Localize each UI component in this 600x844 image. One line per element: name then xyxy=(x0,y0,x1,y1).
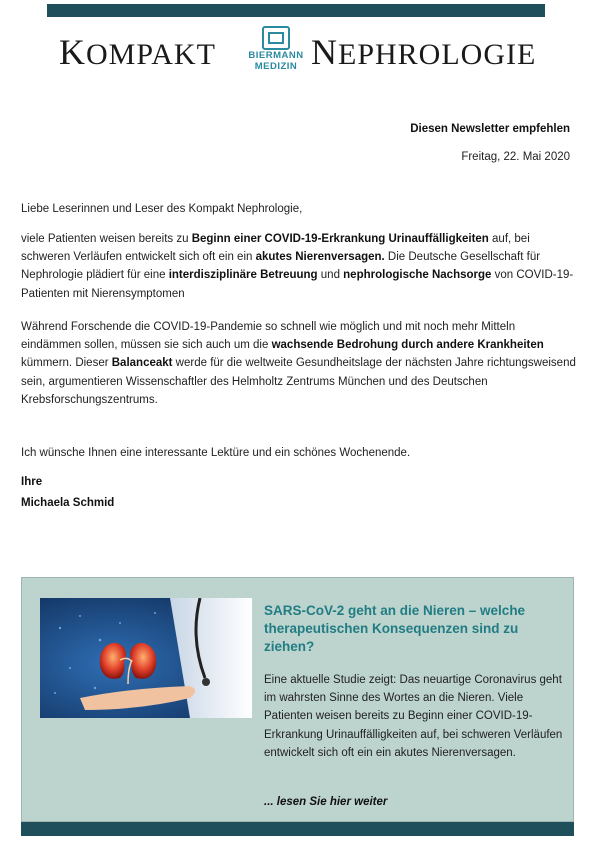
letter-paragraph-2 xyxy=(21,318,577,409)
article-kidney-image[interactable] xyxy=(40,598,252,718)
top-decorative-bar xyxy=(47,4,545,17)
emphasized-text: Beginn einer COVID-19-Erkrankung Urinauffälligkeiten xyxy=(191,233,489,245)
newsletter-masthead xyxy=(47,18,545,88)
article-title-link[interactable]: SARS-CoV-2 geht an die Nieren – welche therapeutischen Konsequenzen sind zu ziehen? xyxy=(264,603,526,654)
emphasized-text: wachsende Bedrohung durch andere Krankheiten xyxy=(271,339,544,352)
biermann-medizin-logo xyxy=(241,26,311,78)
signature-salutation: Ihre xyxy=(21,476,43,488)
letter-paragraph-1 xyxy=(21,230,577,303)
text-run: Während Forschende die COVID-19-Pandemie so schnell wie möglich und mit noch mehr Mitteln eindämmen sollen, müssen sie sich auch um die xyxy=(21,321,516,352)
text-run: viele Patienten weisen bereits zu xyxy=(21,233,192,245)
publisher-emblem-icon xyxy=(262,26,290,50)
logo-text-line2: MEDIZIN xyxy=(254,61,298,72)
letter-greeting: Liebe Leserinnen und Leser des Kompakt Nephrologie, xyxy=(21,203,303,215)
masthead-word-nephrologie: NEPHROLOGIE xyxy=(311,32,537,72)
logo-text-line1: BIERMANN xyxy=(248,50,304,61)
emphasized-text: interdisziplinäre Betreuung xyxy=(168,269,318,282)
read-more-link[interactable]: ... lesen Sie hier weiter xyxy=(264,796,388,808)
text-run: und xyxy=(317,269,344,282)
signature-name: Michaela Schmid xyxy=(21,497,115,509)
text-run: von COVID-19-Patienten mit Nierensymptomen xyxy=(21,269,574,300)
emphasized-text: Balanceakt xyxy=(111,357,173,370)
emphasized-text: nephrologische Nachsorge xyxy=(343,269,492,282)
text-run: Die Deutsche Gesellschaft für Nephrologie plädiert für eine xyxy=(21,251,541,282)
recommend-newsletter-link[interactable]: Diesen Newsletter empfehlen xyxy=(410,123,570,135)
issue-date: Freitag, 22. Mai 2020 xyxy=(461,151,570,163)
text-run: kümmern. Dieser xyxy=(21,357,112,370)
featured-article-box xyxy=(21,577,574,822)
article-teaser-text: Eine aktuelle Studie zeigt: Das neuartige Coronavirus geht im wahrsten Sinne des Wortes an die Nieren. Viele Patienten weisen bereits zu Beginn einer COVID-19-Erkrankung Urinauffälligkeiten auf, bei schweren Verläufen entwickelt sich oft ein ein akutes Nierenversagen. xyxy=(264,674,563,759)
emphasized-text: akutes Nierenversagen. xyxy=(255,251,385,264)
bottom-decorative-bar xyxy=(21,822,574,836)
text-run: werde für die weltweite Gesundheitslage der nächsten Jahre richtungsweisend sein, argumentieren Wissenschaftler des Helmholtz Zentrums München und des Deutschen Krebsforschungszentrums. xyxy=(21,357,576,406)
letter-closing-wish: Ich wünsche Ihnen eine interessante Lektüre und ein schönes Wochenende. xyxy=(21,447,411,459)
text-run: auf, bei schweren Verläufen entwickelt sich oft ein ein xyxy=(21,233,530,264)
masthead-word-kompakt: KOMPAKT xyxy=(59,32,216,72)
